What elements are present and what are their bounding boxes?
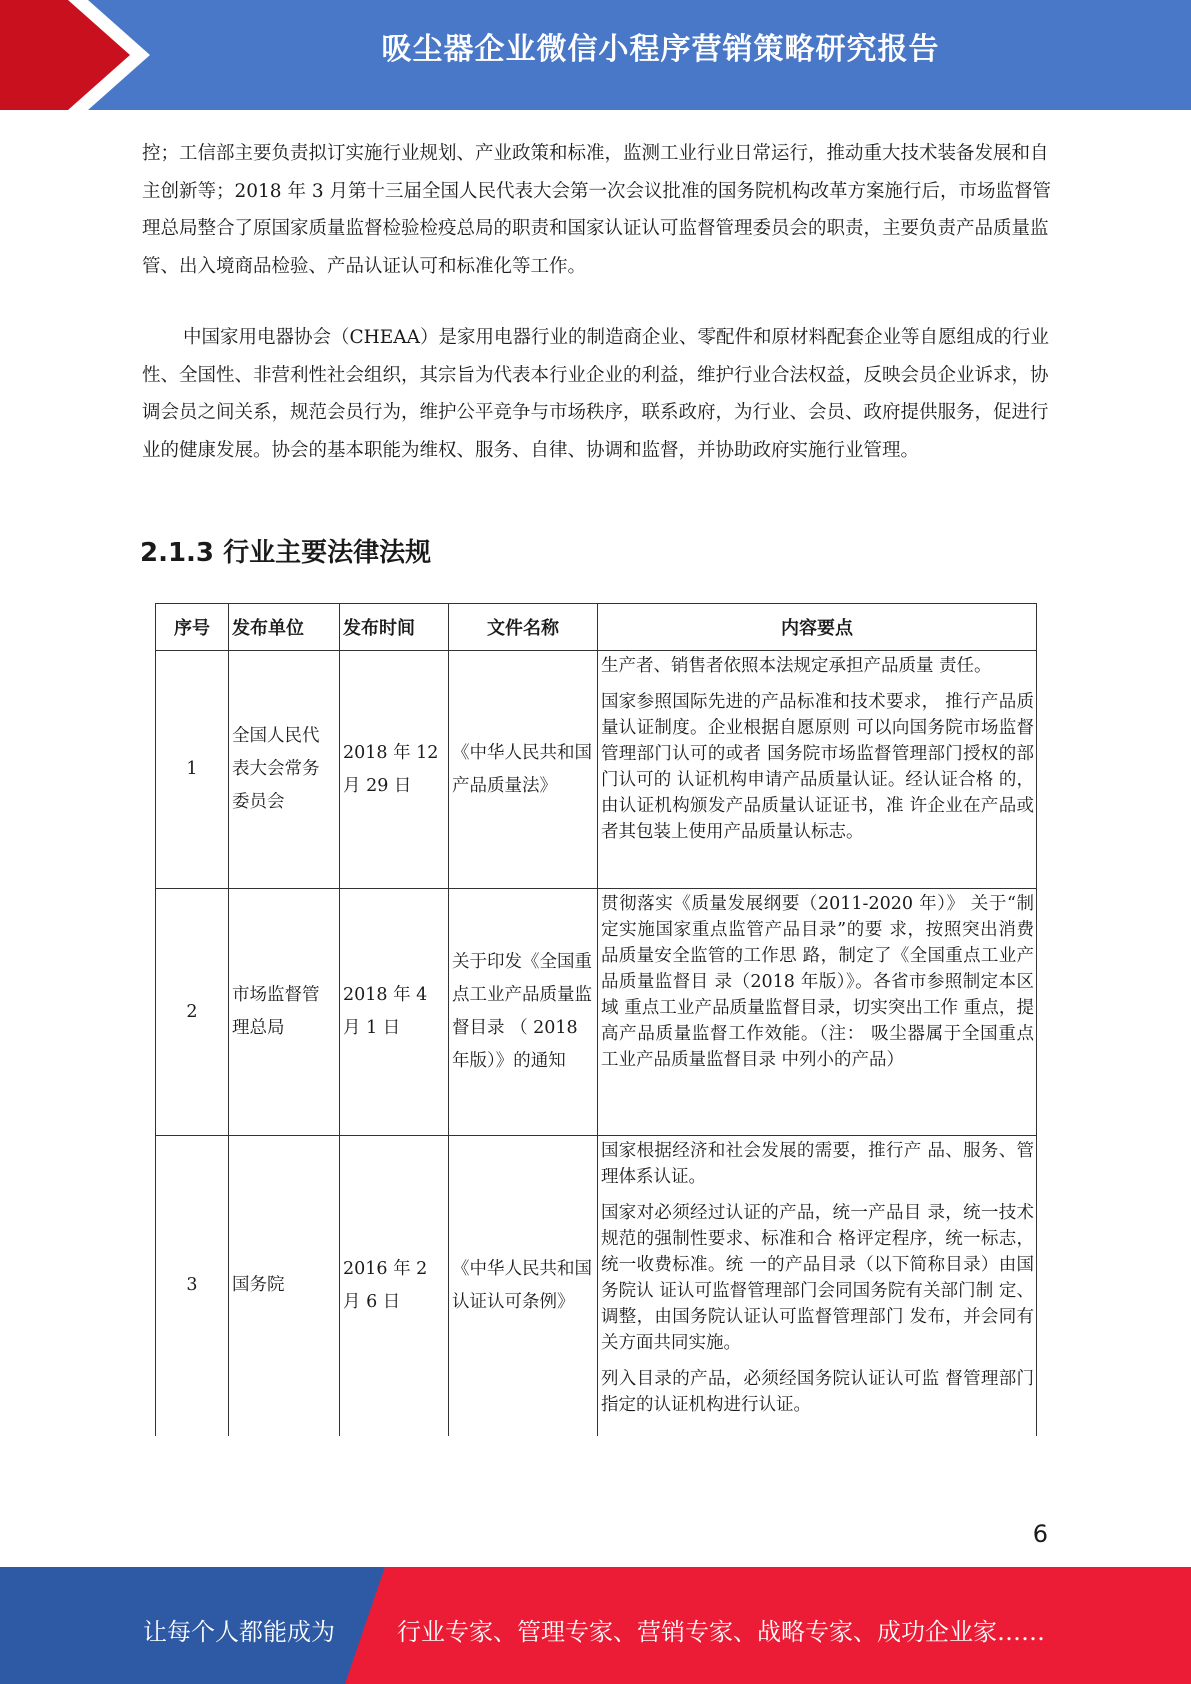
column-header-number: 序号 [156,604,229,651]
section-heading: 2.1.3 行业主要法律法规 [140,538,432,568]
table-row [156,889,1037,1136]
point-text: 列入目录的产品，必须经国务院认证认可监 督管理部门指定的认证机构进行认证。 [601,1369,1034,1415]
point-text: 国家对必须经过认证的产品，统一产品目 录，统一技术规范的强制性要求、标准和合 格评定程序，统一标志，统一收费标准。统 一的产品目录（以下简称目录）由国务院认 证认可监督管理部门会同国务院有关部门制 定、调整，由国务院认证认可监督管理部门 发布，并会同有关方面共同实施。 [601,1203,1034,1353]
issuer-cell: 全国人民代表大会常务委员会 [229,651,340,889]
body-paragraph: 中国家用电器协会（CHEAA）是家用电器行业的制造商企业、零配件和原材料配套企业等自愿组成的行业性、全国性、非营利性社会组织，其宗旨为代表本行业企业的利益，维护行业合法权益，反映会员企业诉求，协调会员之间关系，规范会员行为，维护公平竞争与市场秩序，联系政府，为行业、会员、政府提供服务，促进行业的健康发展。协会的基本职能为维权、服务、自律、协调和监督，并协助政府实施行业管理。 [142,327,1050,461]
footer-slogan-left: 让每个人都能成为 [143,1618,335,1646]
report-title: 吸尘器企业微信小程序营销策略研究报告 [381,32,940,67]
regulations-table [155,603,1037,1436]
table-row [156,651,1037,889]
header-arrow-decoration [0,0,150,110]
page-number: 6 [1032,1520,1048,1548]
document-cell: 《中华人民共和国产品质量法》 [449,651,598,889]
date-cell: 2016 年 2 月 6 日 [340,1136,449,1436]
table-header-row [156,604,1037,651]
column-header-document: 文件名称 [449,604,598,651]
page-header [0,0,1191,110]
point-text: 国家参照国际先进的产品标准和技术要求， 推行产品质量认证制度。企业根据自愿原则 可以向国务院市场监督管理部门认可的或者 国务院市场监督管理部门授权的部门认可的 认证机构申请产品质量认证。经认证合格 的，由认证机构颁发产品质量认证证书，准 许企业在产品或者其包装上使用产品质量认标志。 [601,692,1034,842]
issuer-cell: 国务院 [229,1136,340,1436]
issuer-cell: 市场监督管理总局 [229,889,340,1136]
table-row [156,1136,1037,1436]
column-header-issuer: 发布单位 [229,604,340,651]
points-cell [598,1136,1037,1436]
body-paragraph: 控；工信部主要负责拟订实施行业规划、产业政策和标准，监测工业行业日常运行，推动重大技术装备发展和自主创新等；2018 年 3 月第十三届全国人民代表大会第一次会议批准的国务院机构改革方案施行后，市场监督管理总局整合了原国家质量监督检验检疫总局的职责和国家认证认可监督管理委员会的职责，主要负责产品质量监管、出入境商品检验、产品认证认可和标准化等工作。 [142,143,1051,277]
row-number: 3 [156,1136,229,1436]
point-text: 贯彻落实《质量发展纲要（2011-2020 年）》 关于“制定实施国家重点监管产品目录”的要 求，按照突出消费品质量安全监管的工作思 路，制定了《全国重点工业产品质量监督目 录（2018 年版）》。各省市参照制定本区域 重点工业产品质量监督目录，切实突出工作 重点，提高产品质量监督工作效能。（注： 吸尘器属于全国重点工业产品质量监督目录 中列小的产品） [601,894,1034,1070]
footer-slogan-right: 行业专家、管理专家、营销专家、战略专家、成功企业家…… [397,1618,1045,1646]
point-text: 国家根据经济和社会发展的需要，推行产 品、服务、管理体系认证。 [601,1141,1034,1187]
point-text: 生产者、销售者依照本法规定承担产品质量 责任。 [601,656,992,676]
row-number: 2 [156,889,229,1136]
column-header-points: 内容要点 [598,604,1037,651]
points-cell [598,889,1037,1136]
row-number: 1 [156,651,229,889]
date-cell: 2018 年 12 月 29 日 [340,651,449,889]
date-cell: 2018 年 4 月 1 日 [340,889,449,1136]
document-cell: 《中华人民共和国认证认可条例》 [449,1136,598,1436]
column-header-date: 发布时间 [340,604,449,651]
document-cell: 关于印发《全国重点工业产品质量监督目录 （ 2018 年版）》的通知 [449,889,598,1136]
points-cell [598,651,1037,889]
